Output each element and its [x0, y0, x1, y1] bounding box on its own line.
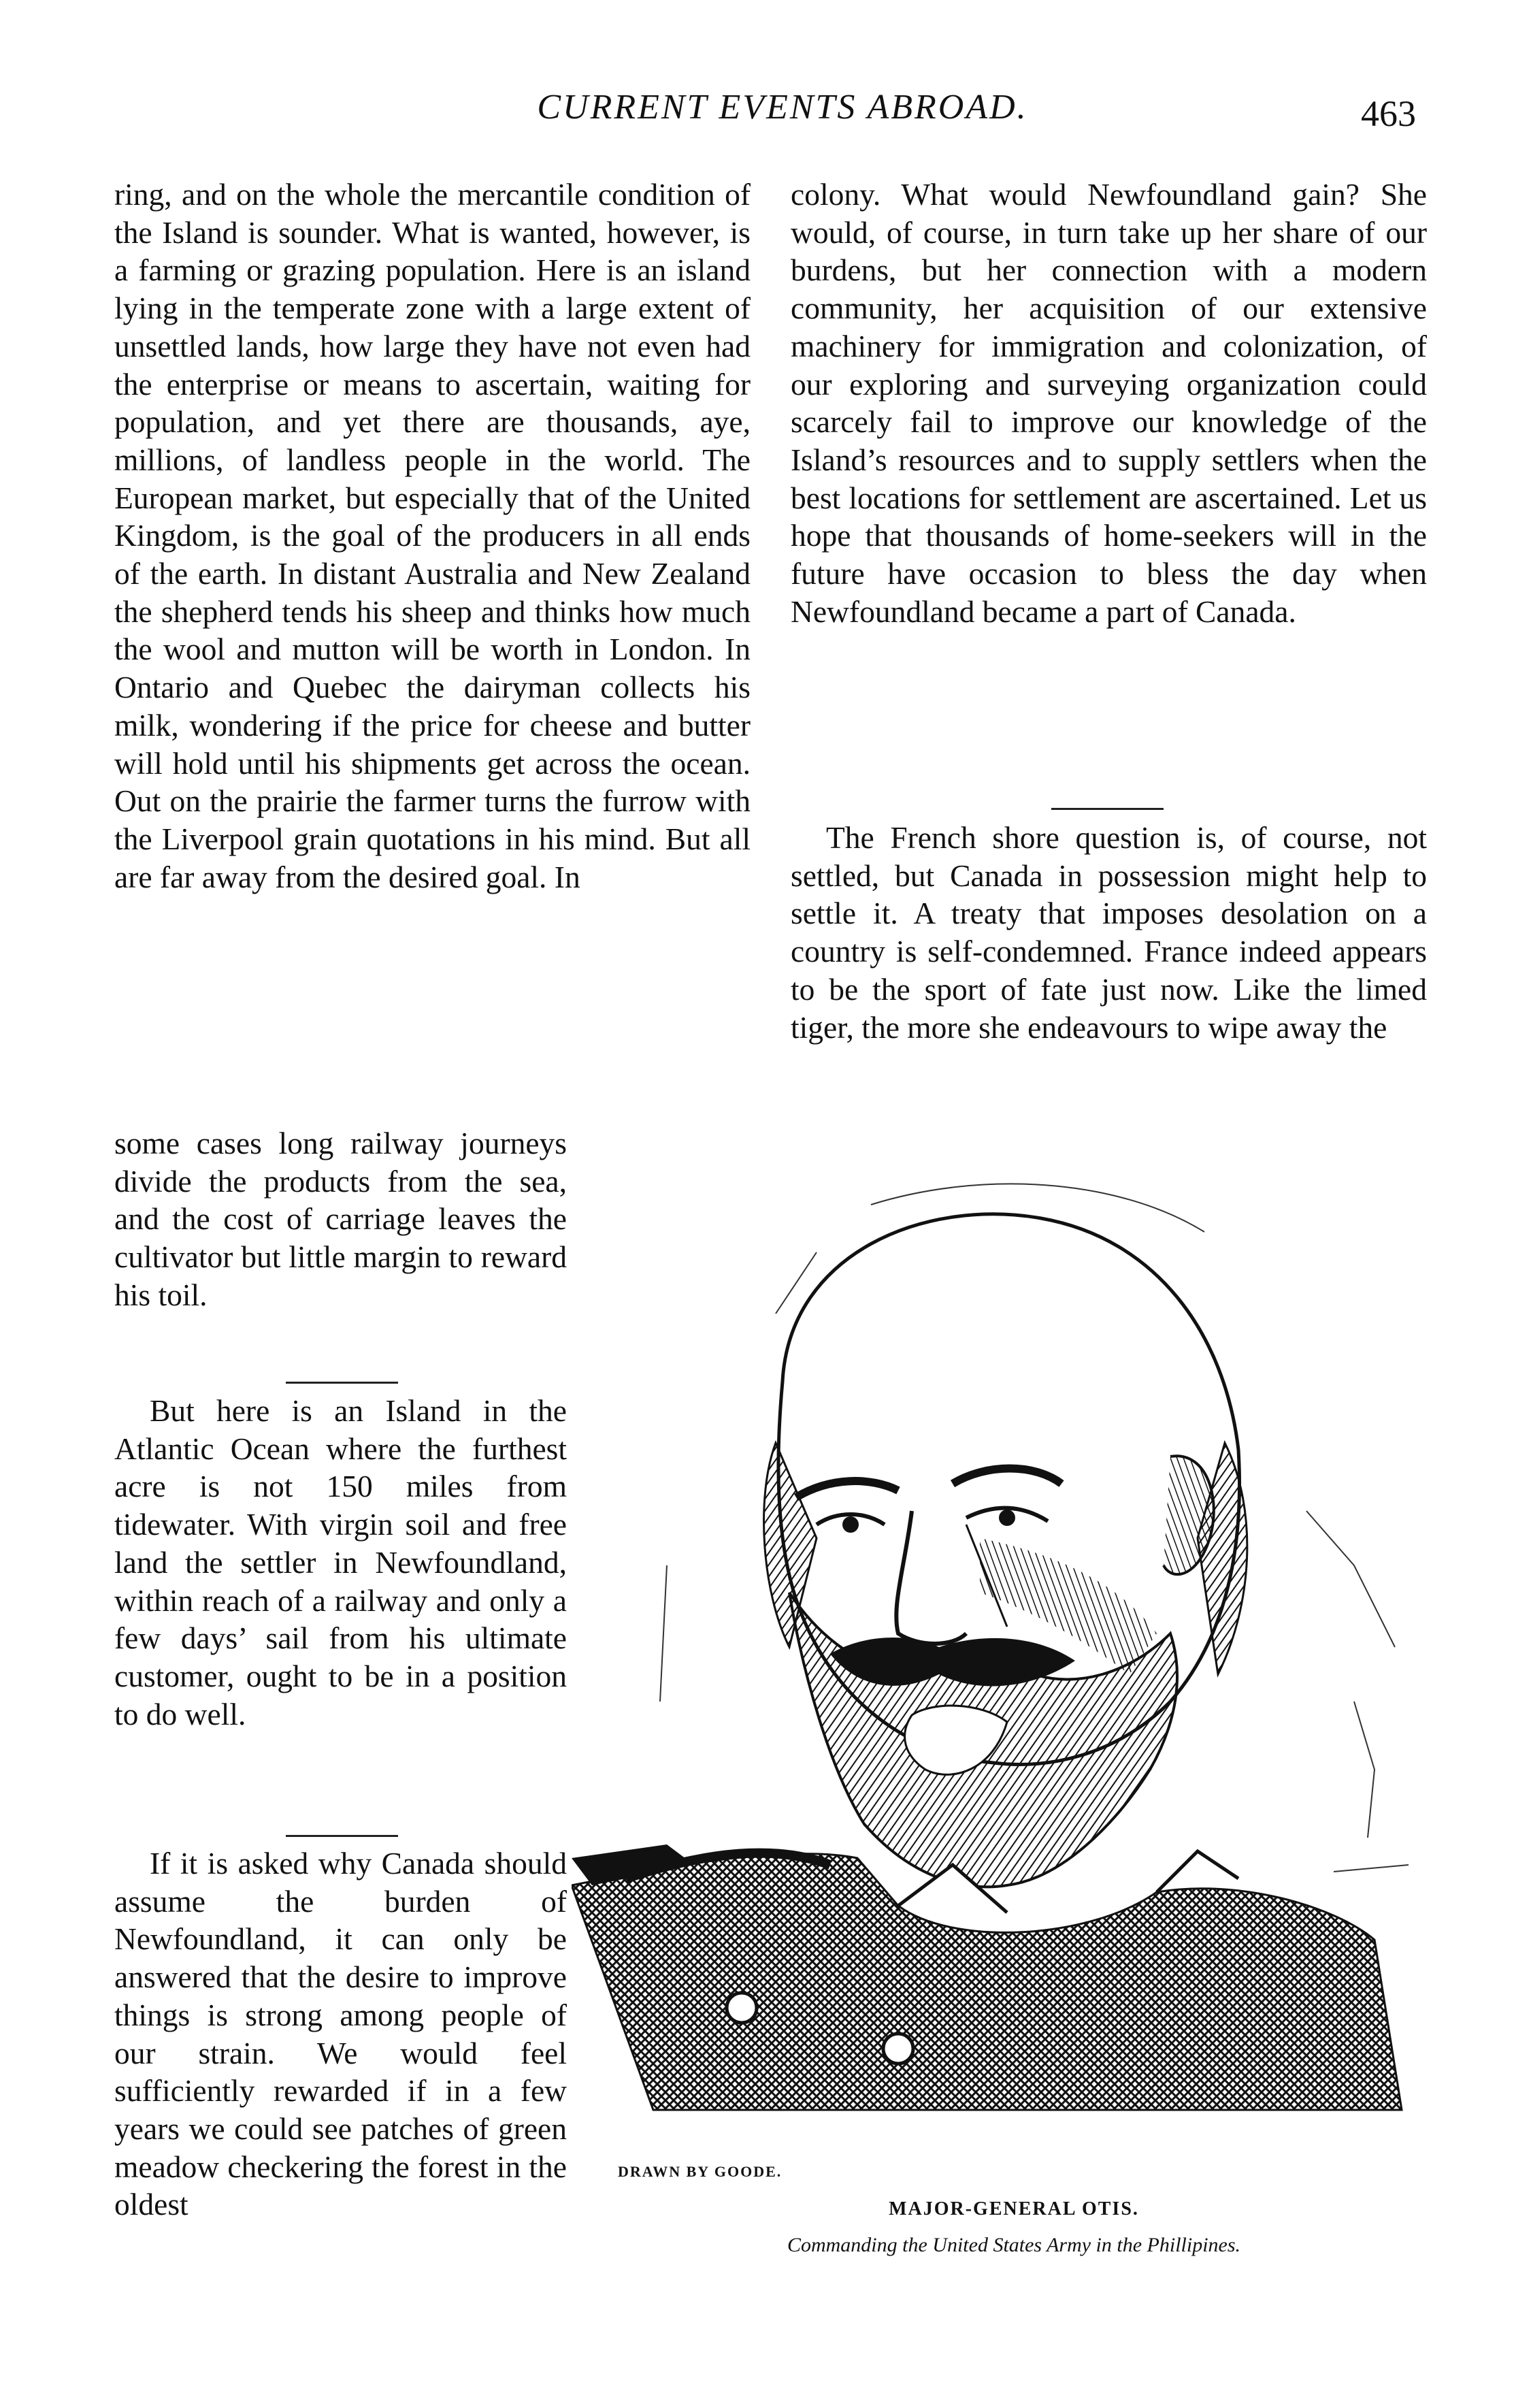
running-title: CURRENT EVENTS ABROAD. [537, 88, 1028, 127]
section-divider [286, 1835, 398, 1837]
left-paragraph-3: If it is asked why Canada should assume the burden of Newfoundland, it can only be answered that the desire to improve things is strong among people of our strain. We would feel sufficiently rewarded if in a few years we could see patches of green meadow checkering the forest in the oldest [114, 1846, 567, 2222]
caption-subtitle: Commanding the United States Army in the Phillipines. [787, 2234, 1241, 2256]
left-paragraph-2: But here is an Island in the Atlantic Ocean where the furthest acre is not 150 miles from tidewater. With virgin soil and free land the settler in Newfoundland, within reach of a railway and only a few days’ sail from his ultimate customer, ought to be in a position to do well. [114, 1393, 567, 1731]
left-column-bottom [114, 1844, 567, 2224]
left-column-top [114, 176, 751, 896]
right-paragraph-2: The French shore question is, of course, not settled, but Canada in possession might help to settle it. A treaty that imposes desolation on a country is self-condemned. France indeed appears to be the sport of fate just now. Like the limed tiger, the more she endeavours to wipe away the [791, 820, 1427, 1045]
right-paragraph-1: colony. What would Newfoundland gain? She would, of course, in turn take up her share of our burdens, but her connection with a modern community, her acquisition of our extensive machinery for immigration and colonization, of our exploring and surveying organization could scarcely fail to improve our knowledge of the Island’s resources and to supply settlers when the best locations for settlement are ascertained. Let us hope that thousands of home-seekers will in the future have occasion to bless the day when Newfoundland became a part of Canada. [791, 177, 1427, 629]
left-column-narrow [114, 1124, 567, 1314]
right-column-top [791, 176, 1427, 630]
portrait-illustration [572, 1157, 1456, 2178]
left-paragraph-1-continued: some cases long railway journeys divide the products from the sea, and the cost of carriage leaves the cultivator but little margin to reward his toil. [114, 1126, 567, 1312]
illustration-credit: DRAWN BY GOODE. [618, 2163, 783, 2180]
left-paragraph-1: ring, and on the whole the mercantile condition of the Island is sounder. What is wanted, however, is a farming or grazing population. Here is an island lying in the temperate zone with a large extent of unsettled lands, how large they have not even had the enterprise or means to ascertain, waiting for population, and yet there are thousands, aye, millions, of landless people in the world. The European market, but especially that of the United Kingdom, is the goal of the producers in all ends of the earth. In distant Australia and New Zealand the shepherd tends his sheep and thinks how much the wool and mutton will be worth in London. In Ontario and Quebec the dairyman collects his milk, wondering if the price for cheese and butter will hold until his shipments get across the ocean. Out on the prairie the farmer turns the furrow with the Liverpool grain quotations in his mind. But all are far away from the desired goal. In [114, 177, 751, 894]
section-divider [286, 1382, 398, 1384]
right-column-bottom [791, 819, 1427, 1046]
section-divider [1051, 808, 1164, 810]
running-head [0, 87, 1531, 142]
page-number: 463 [1361, 93, 1416, 134]
left-column-mid [114, 1392, 567, 1733]
caption-title: MAJOR-GENERAL OTIS. [889, 2198, 1139, 2219]
